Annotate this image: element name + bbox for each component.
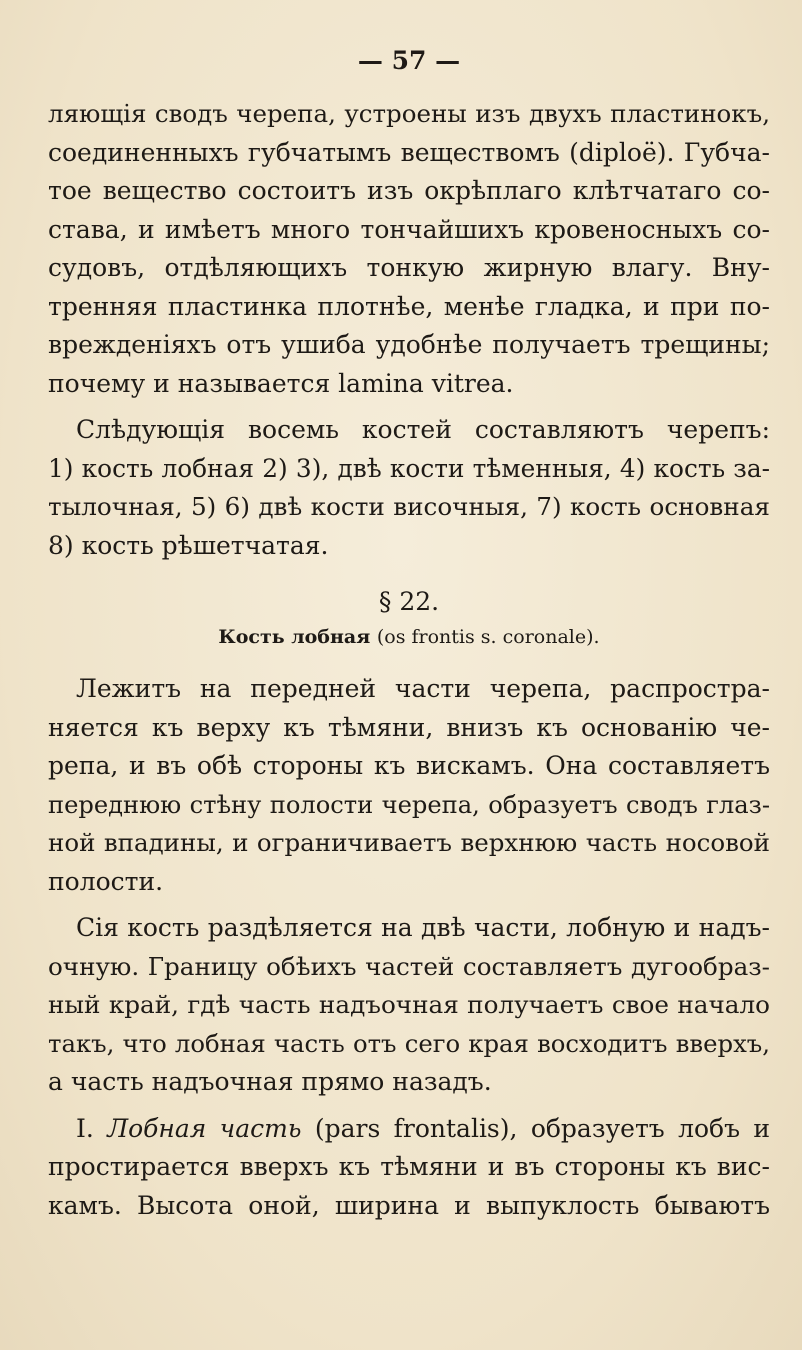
text-line: полости. <box>48 866 164 896</box>
text-line: тылочная, 5) 6) двѣ кости височныя, 7) кость основная <box>48 492 770 521</box>
text-line: судовъ, отдѣляющихъ тонкую жирную влагу. Вну- <box>48 253 770 282</box>
heading-latin: (os frontis s. coronale). <box>376 626 600 648</box>
text-line: репа, и въ обѣ стороны къ вискамъ. Она составляетъ <box>48 751 770 780</box>
text-line: простирается вверхъ къ тѣмяни и въ стороны къ вис- <box>48 1152 770 1181</box>
part-numeral: I. <box>76 1113 94 1143</box>
page-number: — 57 — <box>357 46 461 75</box>
text-line: переднюю стѣну полости черепа, образуетъ сводъ глаз- <box>48 790 770 819</box>
text-line: няется къ верху къ тѣмяни, внизъ къ основанію че- <box>48 712 770 742</box>
section-heading <box>48 626 770 648</box>
text-line: такъ, что лобная часть отъ сего края восходитъ вверхъ, <box>48 1028 770 1058</box>
heading-title: Кость лобная <box>218 626 371 648</box>
text-line <box>48 1110 770 1149</box>
text-line: става, и имѣетъ много тончайшихъ кровеносныхъ со- <box>48 214 770 244</box>
text-line: врежденіяхъ отъ ушиба удобнѣе получаетъ трещины; <box>48 330 770 359</box>
section-number: § 22. <box>378 587 440 616</box>
text-line: Слѣдующія восемь костей составляютъ черепъ: <box>76 415 770 444</box>
text-fragment: (pars frontalis), образуетъ лобъ и <box>314 1113 771 1143</box>
paragraph-eight-bones <box>48 411 770 565</box>
paragraph-frontal-bone-position <box>48 670 770 901</box>
text-line: камъ. Высота оной, ширина и выпуклость бываютъ <box>48 1190 770 1220</box>
text-line: 8) кость рѣшетчатая. <box>48 530 329 560</box>
text-line: тренняя пластинка плотнѣе, менѣе гладка, и при по- <box>48 291 770 321</box>
text-line: соединенныхъ губчатымъ веществомъ (diploë). Губча- <box>48 137 770 167</box>
paragraph-skull-vault <box>48 95 770 403</box>
text-line: тое вещество состоитъ изъ окрѣплаго клѣтчатаго со- <box>48 176 770 205</box>
text-line: а часть надъочная прямо назадъ. <box>48 1067 492 1096</box>
paragraph-two-parts <box>48 909 770 1102</box>
paragraph-frontal-part <box>48 1110 770 1226</box>
text-line: ный край, гдѣ часть надъочная получаетъ свое начало <box>48 990 770 1019</box>
text-line: ной впадины, и ограничиваетъ верхнюю часть носовой <box>48 828 770 857</box>
text-line: почему и называется lamina vitrea. <box>48 368 514 398</box>
text-line: ляющія сводъ черепа, устроены изъ двухъ пластинокъ, <box>48 99 770 128</box>
text-line: Сія кость раздѣляется на двѣ части, лобную и надъ- <box>76 913 770 942</box>
text-line: Лежитъ на передней части черепа, распростра- <box>76 674 770 703</box>
part-term: Лобная часть <box>107 1113 302 1143</box>
text-line: 1) кость лобная 2) 3), двѣ кости тѣменныя, 4) кость за- <box>48 453 770 483</box>
text-line: очную. Границу обѣихъ частей составляетъ дугообраз- <box>48 951 770 981</box>
